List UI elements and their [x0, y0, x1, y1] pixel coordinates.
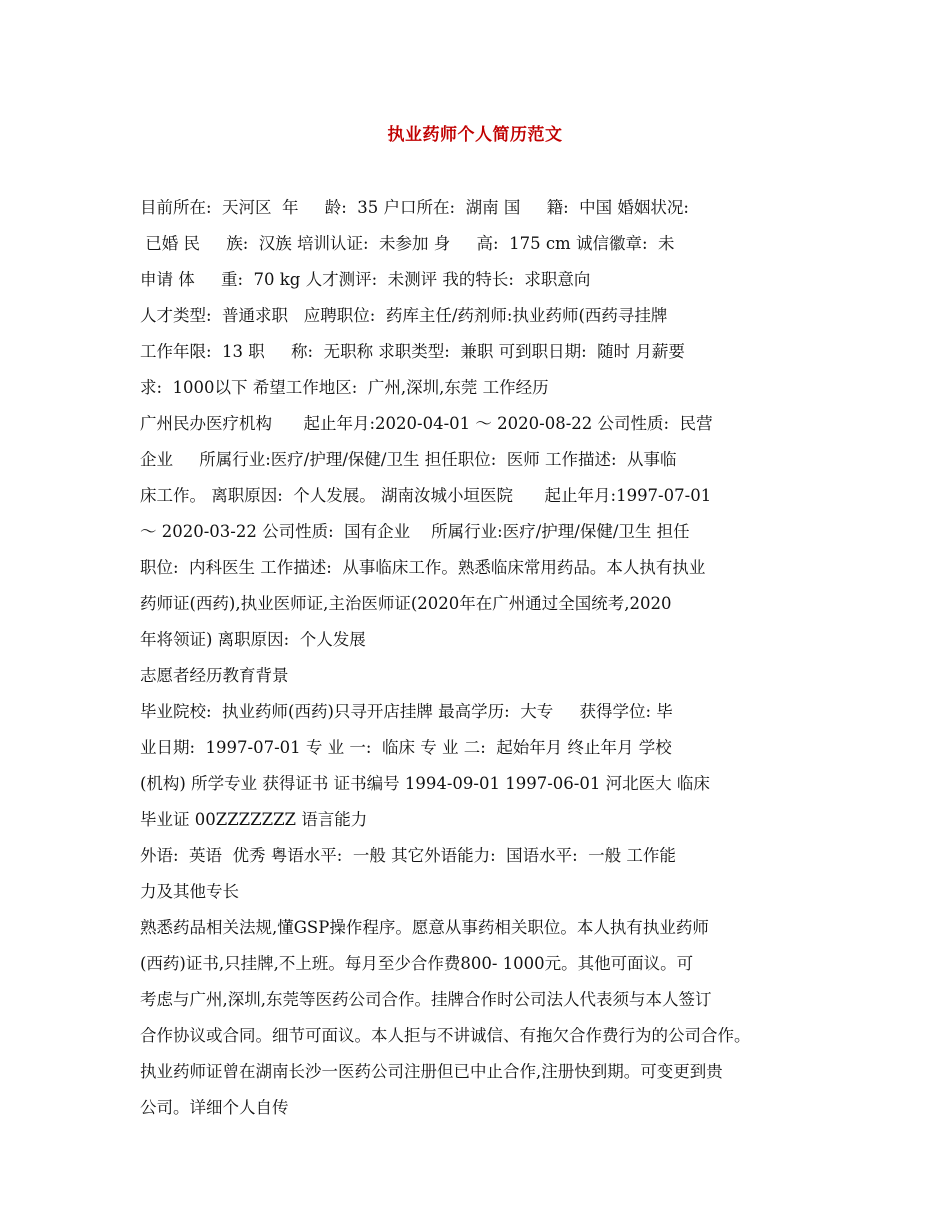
resume-line: 志愿者经历教育背景	[140, 666, 289, 685]
resume-line: 业日期: 1997-07-01 专 业 一: 临床 专 业 二: 起始年月 终止年月 学校	[140, 738, 672, 757]
resume-line: 药师证(西药),执业医师证,主治医师证(2020年在广州通过全国统考,2020	[140, 594, 672, 613]
resume-line: 人才类型: 普通求职 应聘职位: 药库主任/药剂师:执业药师(西药寻挂牌	[140, 306, 668, 325]
resume-line: 毕业证 00ZZZZZZZ 语言能力	[140, 810, 368, 829]
resume-line: 合作协议或合同。细节可面议。本人拒与不讲诚信、有拖欠合作费行为的公司合作。	[140, 1026, 751, 1045]
resume-line: (西药)证书,只挂牌,不上班。每月至少合作费800- 1000元。其他可面议。可	[140, 954, 694, 973]
resume-line: 公司。详细个人自传	[140, 1098, 289, 1117]
resume-line: 企业 所属行业:医疗/护理/保健/卫生 担任职位: 医师 工作描述: 从事临	[140, 450, 677, 469]
resume-line: 外语: 英语 优秀 粤语水平: 一般 其它外语能力: 国语水平: 一般 工作能	[140, 846, 676, 865]
resume-line: 广州民办医疗机构 起止年月:2020-04-01 ～ 2020-08-22 公司性质: 民营	[140, 414, 713, 433]
resume-line: (机构) 所学专业 获得证书 证书编号 1994-09-01 1997-06-01 河北医大 临床	[140, 774, 710, 793]
resume-line: 床工作。 离职原因: 个人发展。 湖南汝城小垣医院 起止年月:1997-07-01	[140, 486, 712, 505]
resume-body	[140, 190, 820, 1126]
resume-line: 年将领证) 离职原因: 个人发展	[140, 630, 366, 649]
resume-line: ～ 2020-03-22 公司性质: 国有企业 所属行业:医疗/护理/保健/卫生 担任	[140, 522, 690, 541]
resume-line: 执业药师证曾在湖南长沙一医药公司注册但已中止合作,注册快到期。可变更到贵	[140, 1062, 723, 1081]
resume-line: 毕业院校: 执业药师(西药)只寻开店挂牌 最高学历: 大专 获得学位: 毕	[140, 702, 673, 721]
resume-line: 求: 1000以下 希望工作地区: 广州,深圳,东莞 工作经历	[140, 378, 549, 397]
resume-line: 已婚 民 族: 汉族 培训认证: 未参加 身 高: 175 cm 诚信徽章: 未	[140, 234, 675, 253]
resume-line: 目前所在: 天河区 年 龄: 35 户口所在: 湖南 国 籍: 中国 婚姻状况:	[140, 198, 689, 217]
resume-line: 考虑与广州,深圳,东莞等医药公司合作。挂牌合作时公司法人代表须与本人签订	[140, 990, 712, 1009]
resume-line: 熟悉药品相关法规,懂GSP操作程序。愿意从事药相关职位。本人执有执业药师	[140, 918, 709, 937]
resume-line: 工作年限: 13 职 称: 无职称 求职类型: 兼职 可到职日期: 随时 月薪要	[140, 342, 685, 361]
document-title: 执业药师个人简历范文	[387, 125, 563, 145]
resume-line: 职位: 内科医生 工作描述: 从事临床工作。熟悉临床常用药品。本人执有执业	[140, 558, 706, 577]
resume-line: 力及其他专长	[140, 882, 239, 901]
resume-line: 申请 体 重: 70 kg 人才测评: 未测评 我的特长: 求职意向	[140, 270, 591, 289]
